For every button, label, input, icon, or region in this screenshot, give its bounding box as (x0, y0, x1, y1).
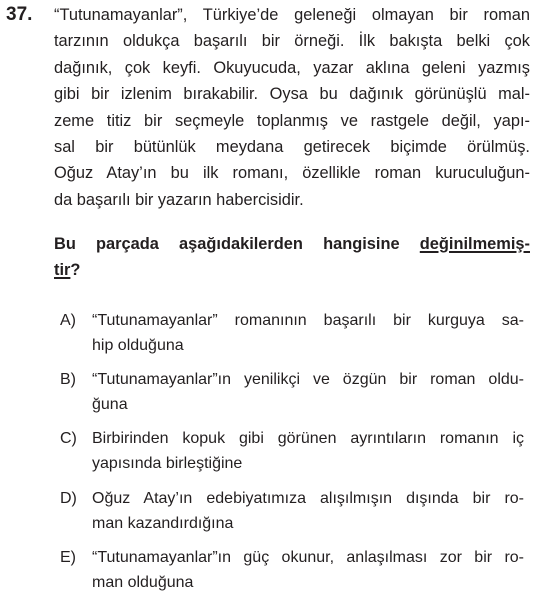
option-e[interactable] (54, 545, 530, 602)
passage-line: “Tutunamayanlar”, Türkiye’de geleneği olmayan bir roman (54, 6, 530, 24)
stem-emphasis: tir (54, 261, 71, 280)
option-letter: D) (60, 489, 77, 507)
option-line: ğuna (92, 396, 128, 414)
option-line: yapısında birleştiğine (92, 455, 243, 473)
stem-text: ? (70, 261, 81, 280)
option-c[interactable] (54, 426, 530, 483)
option-letter: E) (60, 548, 76, 566)
option-text (92, 308, 524, 358)
option-letter: C) (60, 430, 77, 448)
option-text (92, 545, 524, 595)
option-line: “Tutunamayanlar” romanının başarılı bir kurguya sa- (92, 312, 524, 329)
stem-text: Bu parçada aşağıdakilerden hangisine (54, 235, 420, 253)
question-stem (54, 231, 530, 284)
option-line: man olduğuna (92, 573, 194, 591)
option-line: “Tutunamayanlar”ın güç okunur, anlaşılması zor bir ro- (92, 548, 524, 566)
passage-line: sal bir bütünlük meydana getirecek biçimde örülmüş. (54, 138, 530, 157)
option-line: Birbirinden kopuk gibi görünen ayrıntıların romanın iç (92, 430, 524, 448)
stem-line-1 (54, 231, 530, 257)
stem-emphasis: değinilmemiş- (419, 235, 530, 253)
option-letter: B) (60, 371, 76, 389)
option-line: Oğuz Atay’ın edebiyatımıza alışılmışın dışında bir ro- (92, 489, 524, 507)
passage-line: da başarılı bir yazarın habercisidir. (54, 190, 304, 209)
option-text (92, 426, 524, 476)
passage-line: zeme titiz bir seçmeyle toplanmış ve rastgele değil, yapı- (54, 111, 530, 130)
question-passage (54, 2, 530, 213)
answer-options (54, 308, 530, 604)
option-b[interactable] (54, 367, 530, 424)
option-text (92, 486, 524, 536)
passage-line: tarzının oldukça başarılı bir örneği. İlk bakışta belki çok (54, 32, 530, 51)
stem-line-2 (54, 257, 530, 283)
option-line: man kazandırdığına (92, 514, 234, 532)
question-number: 37. (6, 4, 33, 25)
passage-line: dağınık, çok keyfi. Okuyucuda, yazar aklına geleni yazmış (54, 58, 530, 77)
option-line: hip olduğuna (92, 337, 184, 354)
option-text (92, 367, 524, 417)
option-d[interactable] (54, 486, 530, 543)
option-letter: A) (60, 312, 76, 329)
option-line: “Tutunamayanlar”ın yenilikçi ve özgün bir roman oldu- (92, 371, 524, 389)
option-a[interactable] (54, 308, 530, 365)
passage-line: gibi bir izlenim bırakabilir. Oysa bu dağınık görünüşlü mal- (54, 85, 530, 104)
passage-line: Oğuz Atay’ın bu ilk romanı, özellikle roman kuruculuğun- (54, 164, 530, 183)
